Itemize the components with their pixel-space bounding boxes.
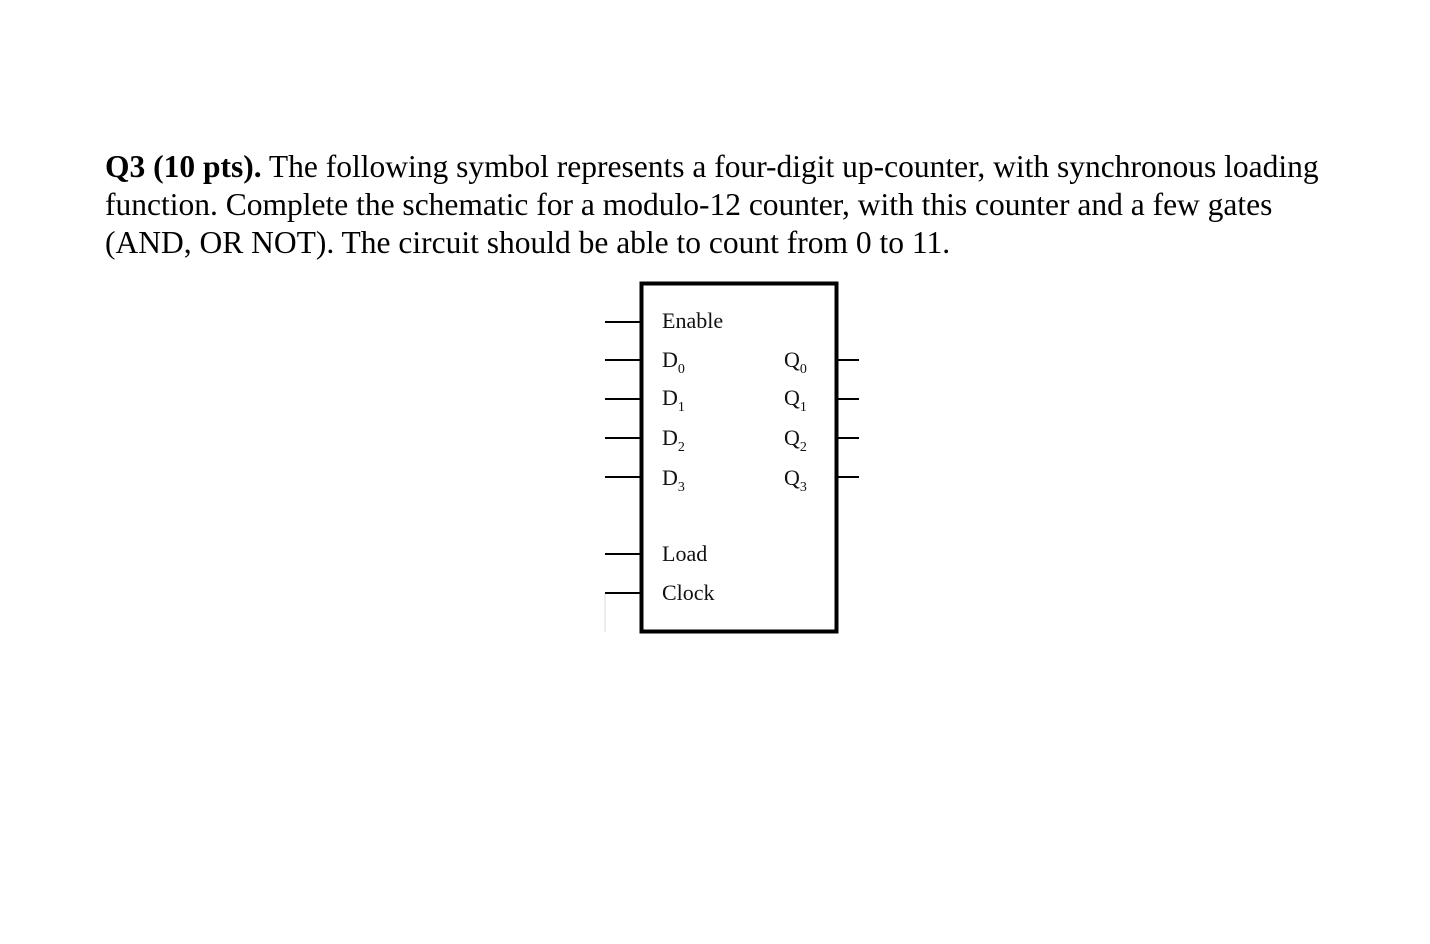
d1-label: $D_1$ — [662, 385, 685, 415]
load-label: Load — [662, 541, 708, 566]
counter-symbol-graphic — [600, 278, 864, 640]
d3-label: $D_3$ — [662, 465, 685, 495]
enable-label: Enable — [662, 308, 724, 333]
clock-label: Clock — [662, 580, 715, 605]
question-line-2: function. Complete the schematic for a modulo-12 counter, with this counter and a few gates — [105, 187, 1273, 222]
q1-label: $Q_1$ — [784, 385, 807, 415]
question-label: Q3 (10 pts). — [105, 149, 262, 184]
question-line-3: (AND, OR NOT). The circuit should be able to count from 0 to 11. — [105, 225, 951, 260]
q0-label: $Q_0$ — [784, 347, 807, 377]
q2-label: $Q_2$ — [784, 425, 807, 455]
question-line-1-text: The following symbol represents a four-digit up-counter, with synchronous loading — [261, 149, 1319, 184]
question-line-1 — [105, 148, 1395, 186]
counter-symbol — [600, 278, 864, 640]
q3-label: $Q_3$ — [784, 465, 807, 495]
d0-label: $D_0$ — [662, 347, 685, 377]
d2-label: $D_2$ — [662, 425, 685, 455]
question-text — [105, 148, 1395, 262]
